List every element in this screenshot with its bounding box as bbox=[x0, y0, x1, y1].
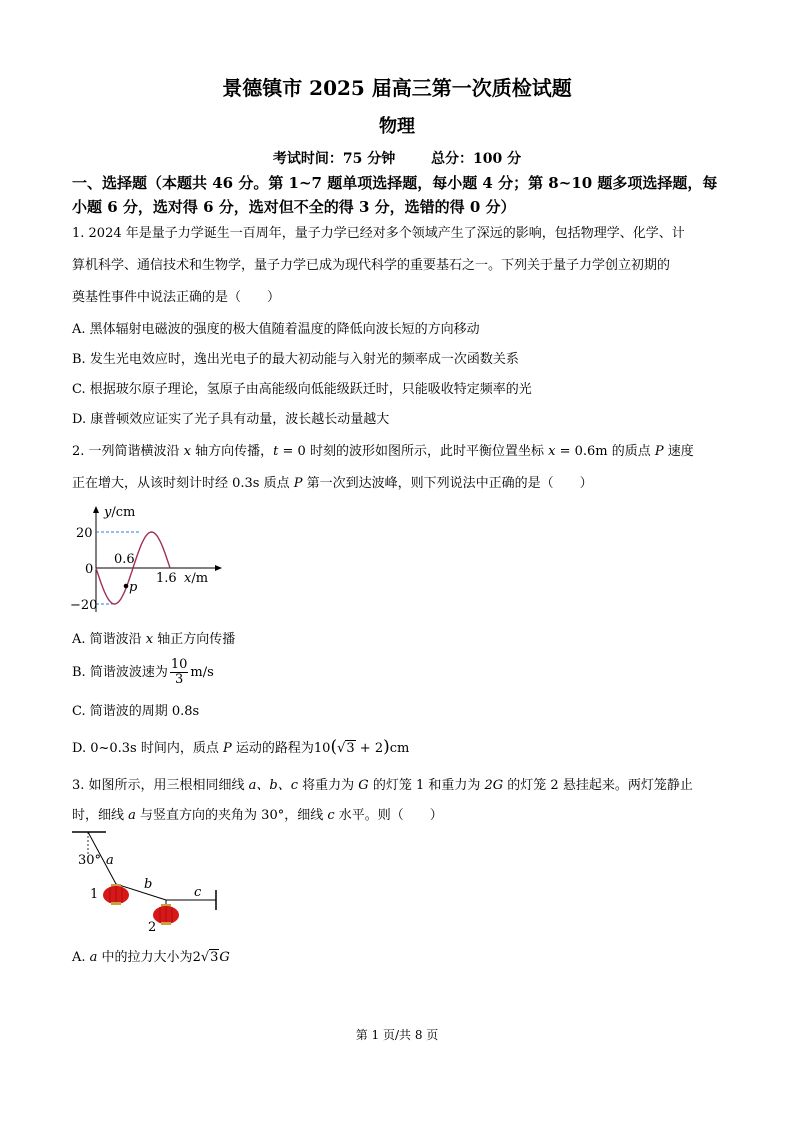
angle-label: 30° bbox=[78, 853, 102, 868]
fraction: $\frac{10}{3}$ bbox=[170, 657, 188, 687]
q2-stem-line2: 正在增大，从该时刻计时经 0.3s 质点 P 第一次到达波峰，则下列说法中正确的是（ ） bbox=[72, 476, 593, 491]
q1-option-c: C. 根据玻尔原子理论，氢原子由高能级向低能级跃迁时，只能吸收特定频率的光 bbox=[72, 382, 532, 397]
exam-time: 考试时间：75 分钟 bbox=[272, 151, 396, 167]
tick-20: 20 bbox=[76, 526, 93, 541]
q2-wave-graph bbox=[68, 500, 228, 620]
point-p bbox=[124, 584, 129, 589]
lantern-2-label: 2 bbox=[148, 920, 157, 935]
total-score: 总分：100 分 bbox=[431, 151, 522, 167]
exam-title: 景德镇市 2025 届高三第一次质检试题 bbox=[222, 76, 572, 100]
q1-stem-line3: 奠基性事件中说法正确的是（ ） bbox=[72, 290, 281, 305]
y-axis-label: y/cm bbox=[104, 505, 136, 520]
q3-stem-line1: 3. 如图所示，用三根相同细线 a、b、c 将重力为 G 的灯笼 1 和重力为 2G 的灯笼 2 悬挂起来。两灯笼静止 bbox=[72, 778, 693, 793]
q3-option-a: A. a 中的拉力大小为2√3G bbox=[72, 950, 230, 965]
label-b: b bbox=[144, 877, 153, 892]
q2-option-c: C. 简谐波的周期 0.8s bbox=[72, 704, 200, 719]
q2-option-d: D. 0~0.3s 时间内，质点 P 运动的路程为10(√3 + 2)cm bbox=[72, 737, 410, 757]
section-heading-line2: 小题 6 分，选对得 6 分，选对但不全的得 3 分，选错的得 0 分） bbox=[72, 198, 516, 216]
q2-stem-line1: 2. 一列简谐横波沿 x 轴方向传播，t = 0 时刻的波形如图所示，此时平衡位置坐标 x = 0.6m 的质点 P 速度 bbox=[72, 444, 694, 459]
section-heading-line1: 一、选择题（本题共 46 分。第 1~7 题单项选择题，每小题 4 分；第 8~10 题多项选择题，每 bbox=[72, 174, 718, 192]
x-axis-arrow bbox=[215, 565, 222, 571]
exam-info bbox=[0, 148, 794, 168]
subject-title: 物理 bbox=[379, 116, 415, 137]
q1-option-a: A. 黑体辐射电磁波的强度的极大值随着温度的降低向波长短的方向移动 bbox=[72, 322, 480, 337]
tick-0-6: 0.6 bbox=[114, 552, 135, 567]
x-axis-label: x/m bbox=[184, 571, 209, 586]
q1-option-d: D. 康普顿效应证实了光子具有动量，波长越长动量越大 bbox=[72, 412, 390, 427]
label-c: c bbox=[194, 885, 202, 900]
q2-option-a: A. 简谐波沿 x 轴正方向传播 bbox=[72, 632, 236, 647]
q3-lantern-figure bbox=[70, 828, 230, 938]
tick-neg20: −20 bbox=[70, 598, 98, 613]
y-axis-arrow bbox=[93, 506, 99, 513]
q1-stem-line2: 算机科学、通信技术和生物学，量子力学已成为现代科学的重要基石之一。下列关于量子力学创立初期的 bbox=[72, 258, 671, 273]
q1-option-b: B. 发生光电效应时，逸出光电子的最大初动能与入射光的频率成一次函数关系 bbox=[72, 352, 519, 367]
label-a: a bbox=[106, 853, 114, 868]
q1-stem-line1: 1. 2024 年是量子力学诞生一百周年，量子力学已经对多个领域产生了深远的影响，包括物理学、化学、计 bbox=[72, 226, 685, 241]
tick-1-6: 1.6 bbox=[156, 571, 177, 586]
point-p-label: p bbox=[129, 580, 138, 595]
lantern-1-label: 1 bbox=[90, 887, 99, 902]
lantern-2 bbox=[153, 904, 179, 925]
page-footer: 第 1 页/共 8 页 bbox=[355, 1028, 439, 1042]
tick-0: 0 bbox=[85, 562, 94, 577]
q2-option-b: B. 简谐波波速为 $\frac{10}{3}$ m/s bbox=[72, 657, 214, 687]
q3-stem-line2: 时，细线 a 与竖直方向的夹角为 30°，细线 c 水平。则（ ） bbox=[72, 808, 443, 823]
